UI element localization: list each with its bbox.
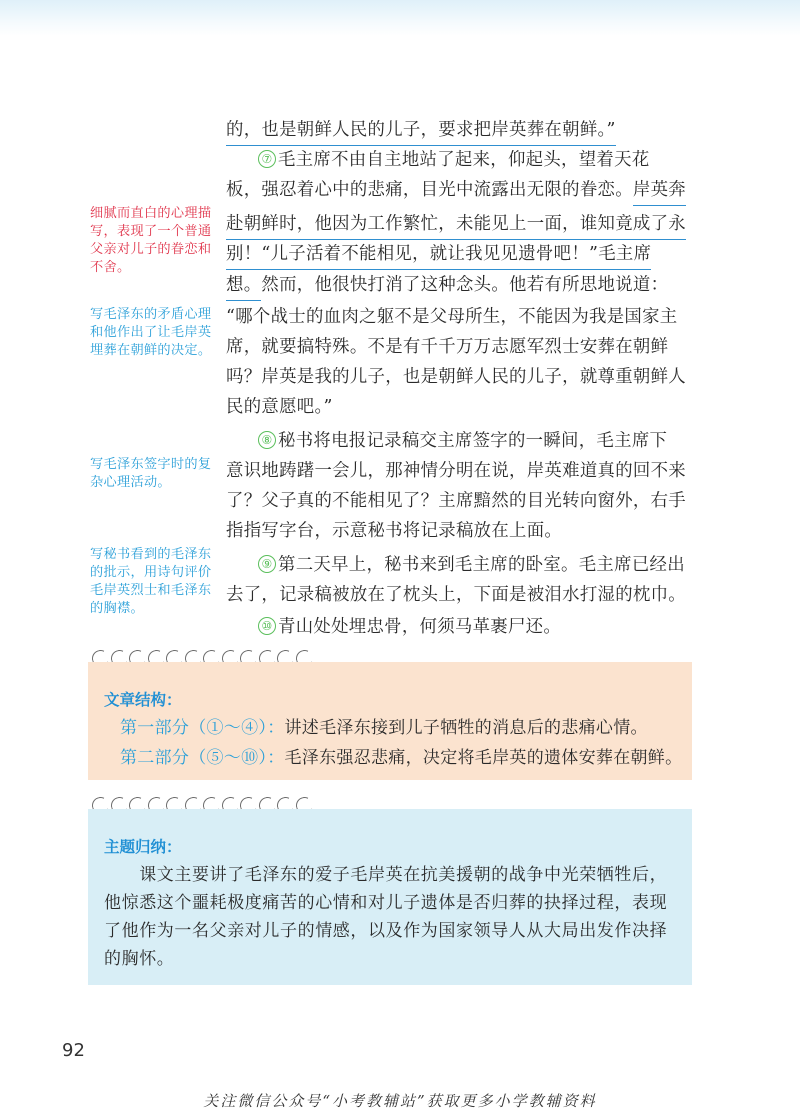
underlined-text: 岸英奔 [632, 180, 686, 200]
underlined-text: 别！“儿子活着不能相见，就让我见见遗骨吧！”毛主席 [226, 244, 652, 264]
paragraph-line [226, 117, 706, 143]
part-2-label: 第二部分（⑤～⑩）： [120, 748, 285, 768]
text-span: 毛主席不由自主地站了起来，仰起头，望着天花 [278, 150, 650, 170]
page-number: 92 [62, 1040, 85, 1061]
part-2-text: 毛泽东强忍悲痛，决定将毛岸英的遗体安葬在朝鲜。 [284, 748, 683, 768]
structure-title: 文章结构： [104, 691, 182, 709]
theme-line: 的胸怀。 [104, 949, 175, 969]
theme-line: 了他作为一名父亲对儿子的情感，以及作为国家领导人从大局出发作决择 [104, 921, 668, 941]
theme-line: 课文主要讲了毛泽东的爱子毛岸英在抗美援朝的战争中光荣牺牲后， [104, 865, 668, 885]
margin-note-2: 写毛泽东的矛盾心理和他作出了让毛岸英埋葬在朝鲜的决定。 [90, 307, 212, 358]
structure-part-1 [120, 716, 648, 740]
paragraph-line [226, 211, 706, 237]
margin-note-1: 细腻而直白的心理描写，表现了一个普通父亲对儿子的眷恋和不舍。 [90, 206, 212, 275]
text-span: 秘书将电报记录稿交主席签字的一瞬间，毛主席下 [278, 431, 668, 451]
text-span: 第二天早上，秘书来到毛主席的卧室。毛主席已经出 [278, 555, 685, 575]
underlined-text: 的，也是朝鲜人民的儿子，要求把岸英葬在朝鲜。” [226, 120, 616, 140]
structure-part-2 [120, 746, 682, 770]
text-span: 意识地踌躇一会儿，那神情分明在说，岸英难道真的回不来 [226, 461, 686, 481]
text-span: 然而，他很快打消了这种念头。他若有所思地说道： [261, 275, 669, 295]
part-1-label: 第一部分（①～④）： [120, 718, 285, 738]
text-span: 青山处处埋忠骨，何须马革裹尸还。 [278, 617, 562, 637]
paragraph-line [226, 518, 706, 544]
paragraph-line [226, 394, 706, 420]
underlined-text: 想。 [226, 275, 262, 295]
text-span: 板，强忍着心中的悲痛，目光中流露出无限的眷恋。 [226, 180, 633, 200]
footer-note: 关注微信公众号“小考教辅站”获取更多小学教辅资料 [203, 1092, 597, 1110]
text-span: 去了，记录稿被放在了枕头上，下面是被泪水打湿的枕巾。 [226, 585, 686, 605]
paragraph-line [226, 458, 706, 484]
paragraph-line [226, 582, 706, 608]
text-span: “哪个战士的血肉之躯不是父母所生，不能因为我是国家主 [226, 307, 678, 327]
top-decorative-band [0, 0, 800, 36]
text-span: 指指写字台，示意秘书将记录稿放在上面。 [226, 521, 563, 541]
paragraph-number: ⑨ [258, 555, 276, 573]
paragraph-line [226, 364, 706, 390]
paragraph-line [226, 428, 738, 454]
theme-line: 他惊悉这个噩耗极度痛苦的心情和对儿子遗体是否归葬的抉择过程，表现 [104, 893, 668, 913]
paragraph-number: ⑦ [258, 150, 276, 168]
margin-note-4: 写秘书看到的毛泽东的批示，用诗句评价毛岸英烈士和毛泽东的胸襟。 [90, 547, 212, 616]
text-span: 吗？岸英是我的儿子，也是朝鲜人民的儿子，就尊重朝鲜人 [226, 367, 686, 387]
paragraph-line [226, 304, 706, 330]
paragraph-line [226, 552, 738, 578]
margin-note-3: 写毛泽东签字时的复杂心理活动。 [90, 457, 212, 490]
theme-title: 主题归纳： [104, 838, 182, 856]
theme-box [88, 809, 692, 985]
paragraph-line [226, 177, 706, 203]
paragraph-line [226, 147, 738, 173]
paragraph-number: ⑧ [258, 431, 276, 449]
structure-box [88, 662, 692, 780]
text-span: 席，就要搞特殊。不是有千千万万志愿军烈士安葬在朝鲜 [226, 337, 669, 357]
paragraph-line [226, 272, 706, 298]
paragraph-line [226, 334, 706, 360]
underlined-text: 赴朝鲜时，他因为工作繁忙，未能见上一面，谁知竟成了永 [226, 214, 686, 234]
text-span: 了？父子真的不能相见了？主席黯然的目光转向窗外，右手 [226, 491, 686, 511]
text-span: 民的意愿吧。” [226, 397, 333, 417]
paragraph-number: ⑩ [258, 617, 276, 635]
paragraph-line [226, 614, 738, 640]
paragraph-line [226, 241, 706, 267]
part-1-text: 讲述毛泽东接到儿子牺牲的消息后的悲痛心情。 [284, 718, 648, 738]
paragraph-line [226, 488, 706, 514]
